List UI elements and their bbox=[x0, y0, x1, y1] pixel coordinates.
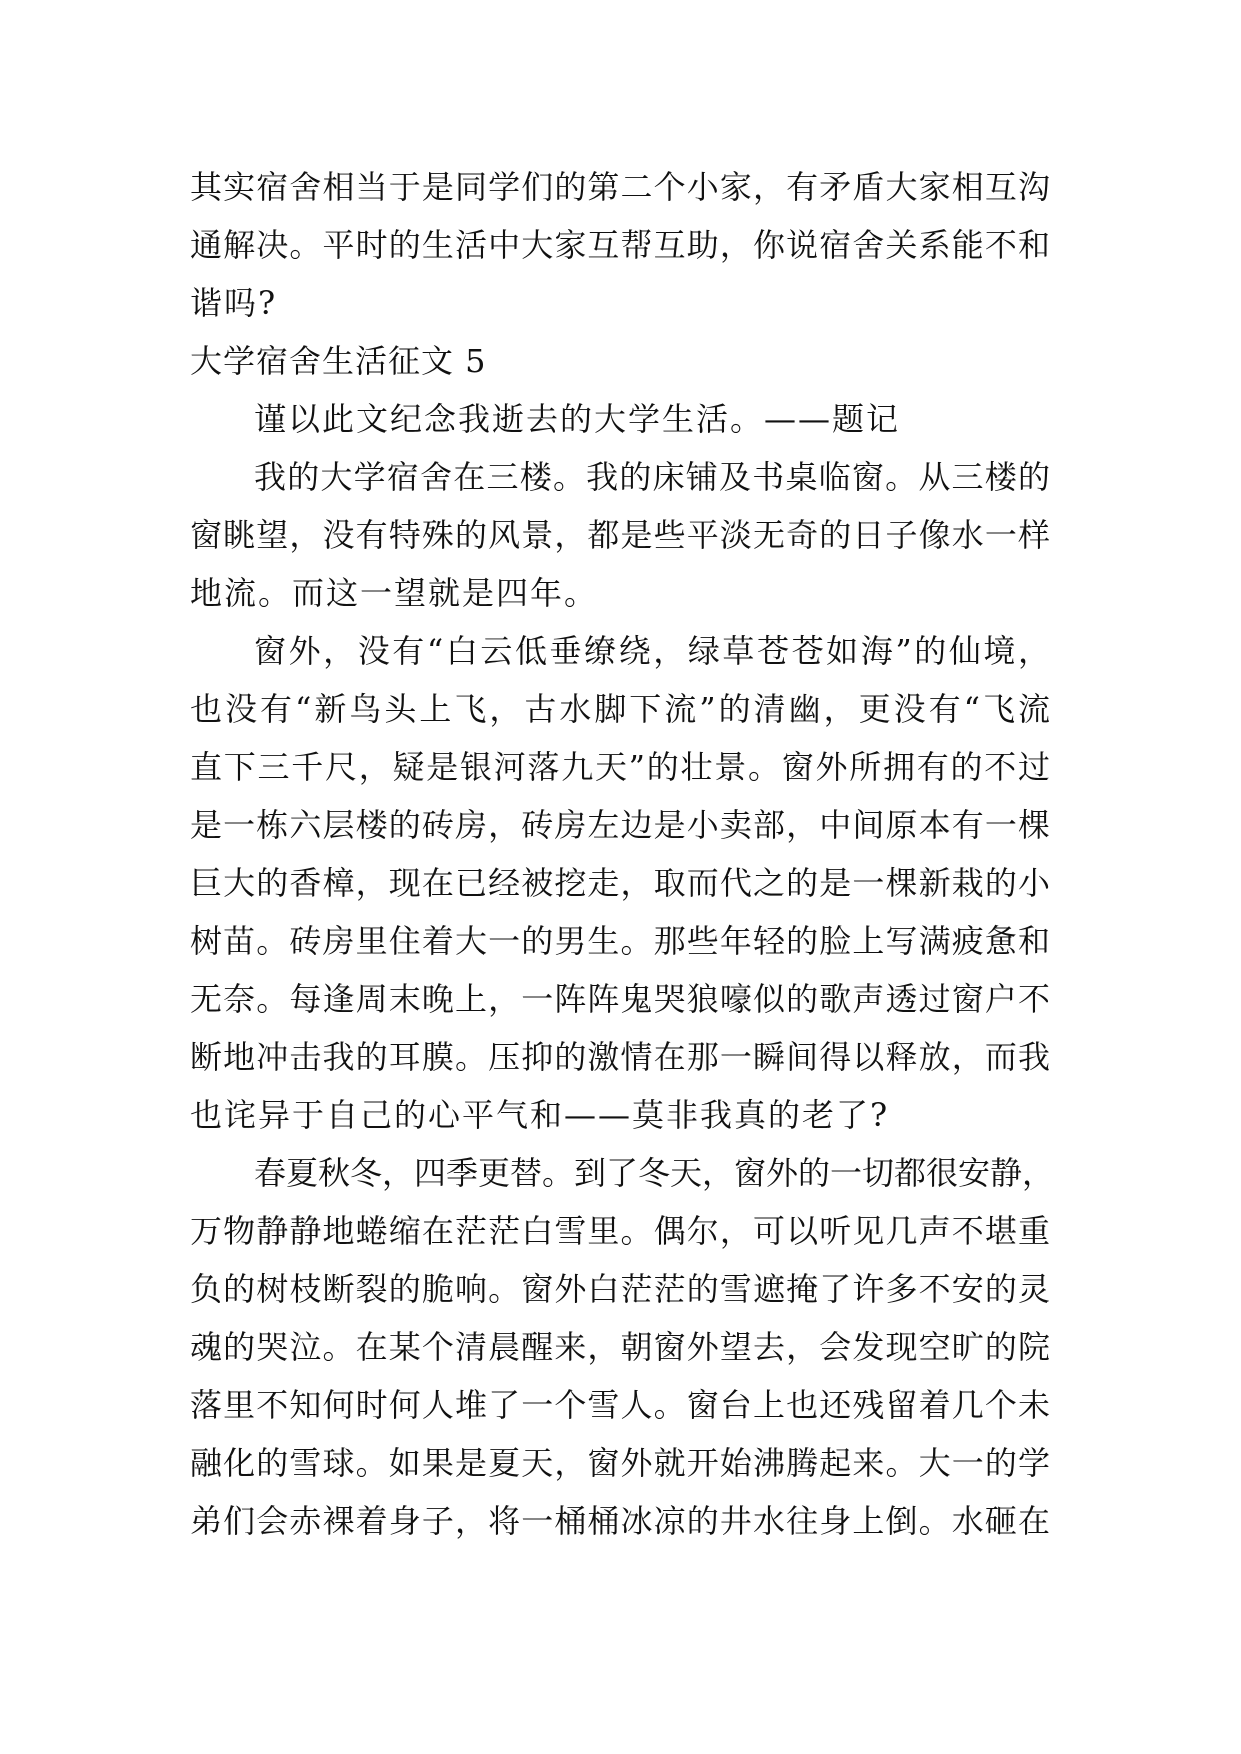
text-line: 巨大的香樟，现在已经被挖走，取而代之的是一棵新栽的小 bbox=[190, 864, 1050, 902]
text-line: 通解决。平时的生活中大家互帮互助，你说宿舍关系能不和 bbox=[190, 226, 1050, 264]
text-line: 也诧异于自己的心平气和——莫非我真的老了? bbox=[190, 1096, 890, 1134]
text-line: 其实宿舍相当于是同学们的第二个小家，有矛盾大家相互沟 bbox=[190, 168, 1050, 206]
text-line: 断地冲击我的耳膜。压抑的激情在那一瞬间得以释放，而我 bbox=[190, 1038, 1050, 1076]
text-line: 春夏秋冬，四季更替。到了冬天，窗外的一切都很安静， bbox=[254, 1154, 1055, 1192]
section-title: 大学宿舍生活征文 5 bbox=[190, 342, 487, 380]
text-line: 窗外，没有“白云低垂缭绕，绿草苍苍如海”的仙境， bbox=[254, 632, 1050, 670]
text-line: 负的树枝断裂的脆响。窗外白茫茫的雪遮掩了许多不安的灵 bbox=[190, 1270, 1050, 1308]
text-line: 窗眺望，没有特殊的风景，都是些平淡无奇的日子像水一样 bbox=[190, 516, 1050, 554]
text-line: 弟们会赤裸着身子，将一桶桶冰凉的井水往身上倒。水砸在 bbox=[190, 1502, 1050, 1540]
epigraph-line: 谨以此文纪念我逝去的大学生活。——题记 bbox=[254, 400, 901, 438]
text-line: 融化的雪球。如果是夏天，窗外就开始沸腾起来。大一的学 bbox=[190, 1444, 1050, 1482]
text-line: 树苗。砖房里住着大一的男生。那些年轻的脸上写满疲惫和 bbox=[190, 922, 1050, 960]
text-line: 直下三千尺，疑是银河落九天”的壮景。窗外所拥有的不过 bbox=[190, 748, 1050, 786]
text-line: 魂的哭泣。在某个清晨醒来，朝窗外望去，会发现空旷的院 bbox=[190, 1328, 1050, 1366]
text-line: 谐吗? bbox=[190, 284, 278, 322]
text-line: 地流。而这一望就是四年。 bbox=[190, 574, 599, 612]
text-line: 是一栋六层楼的砖房，砖房左边是小卖部，中间原本有一棵 bbox=[190, 806, 1050, 844]
text-line: 也没有“新鸟头上飞，古水脚下流”的清幽，更没有“飞流 bbox=[190, 690, 1050, 728]
text-line: 我的大学宿舍在三楼。我的床铺及书桌临窗。从三楼的 bbox=[254, 458, 1050, 496]
text-line: 落里不知何时何人堆了一个雪人。窗台上也还残留着几个未 bbox=[190, 1386, 1050, 1424]
text-line: 无奈。每逢周末晚上，一阵阵鬼哭狼嚎似的歌声透过窗户不 bbox=[190, 980, 1050, 1018]
essay-body bbox=[190, 158, 1055, 1550]
text-line: 万物静静地蜷缩在茫茫白雪里。偶尔，可以听见几声不堪重 bbox=[190, 1212, 1050, 1250]
